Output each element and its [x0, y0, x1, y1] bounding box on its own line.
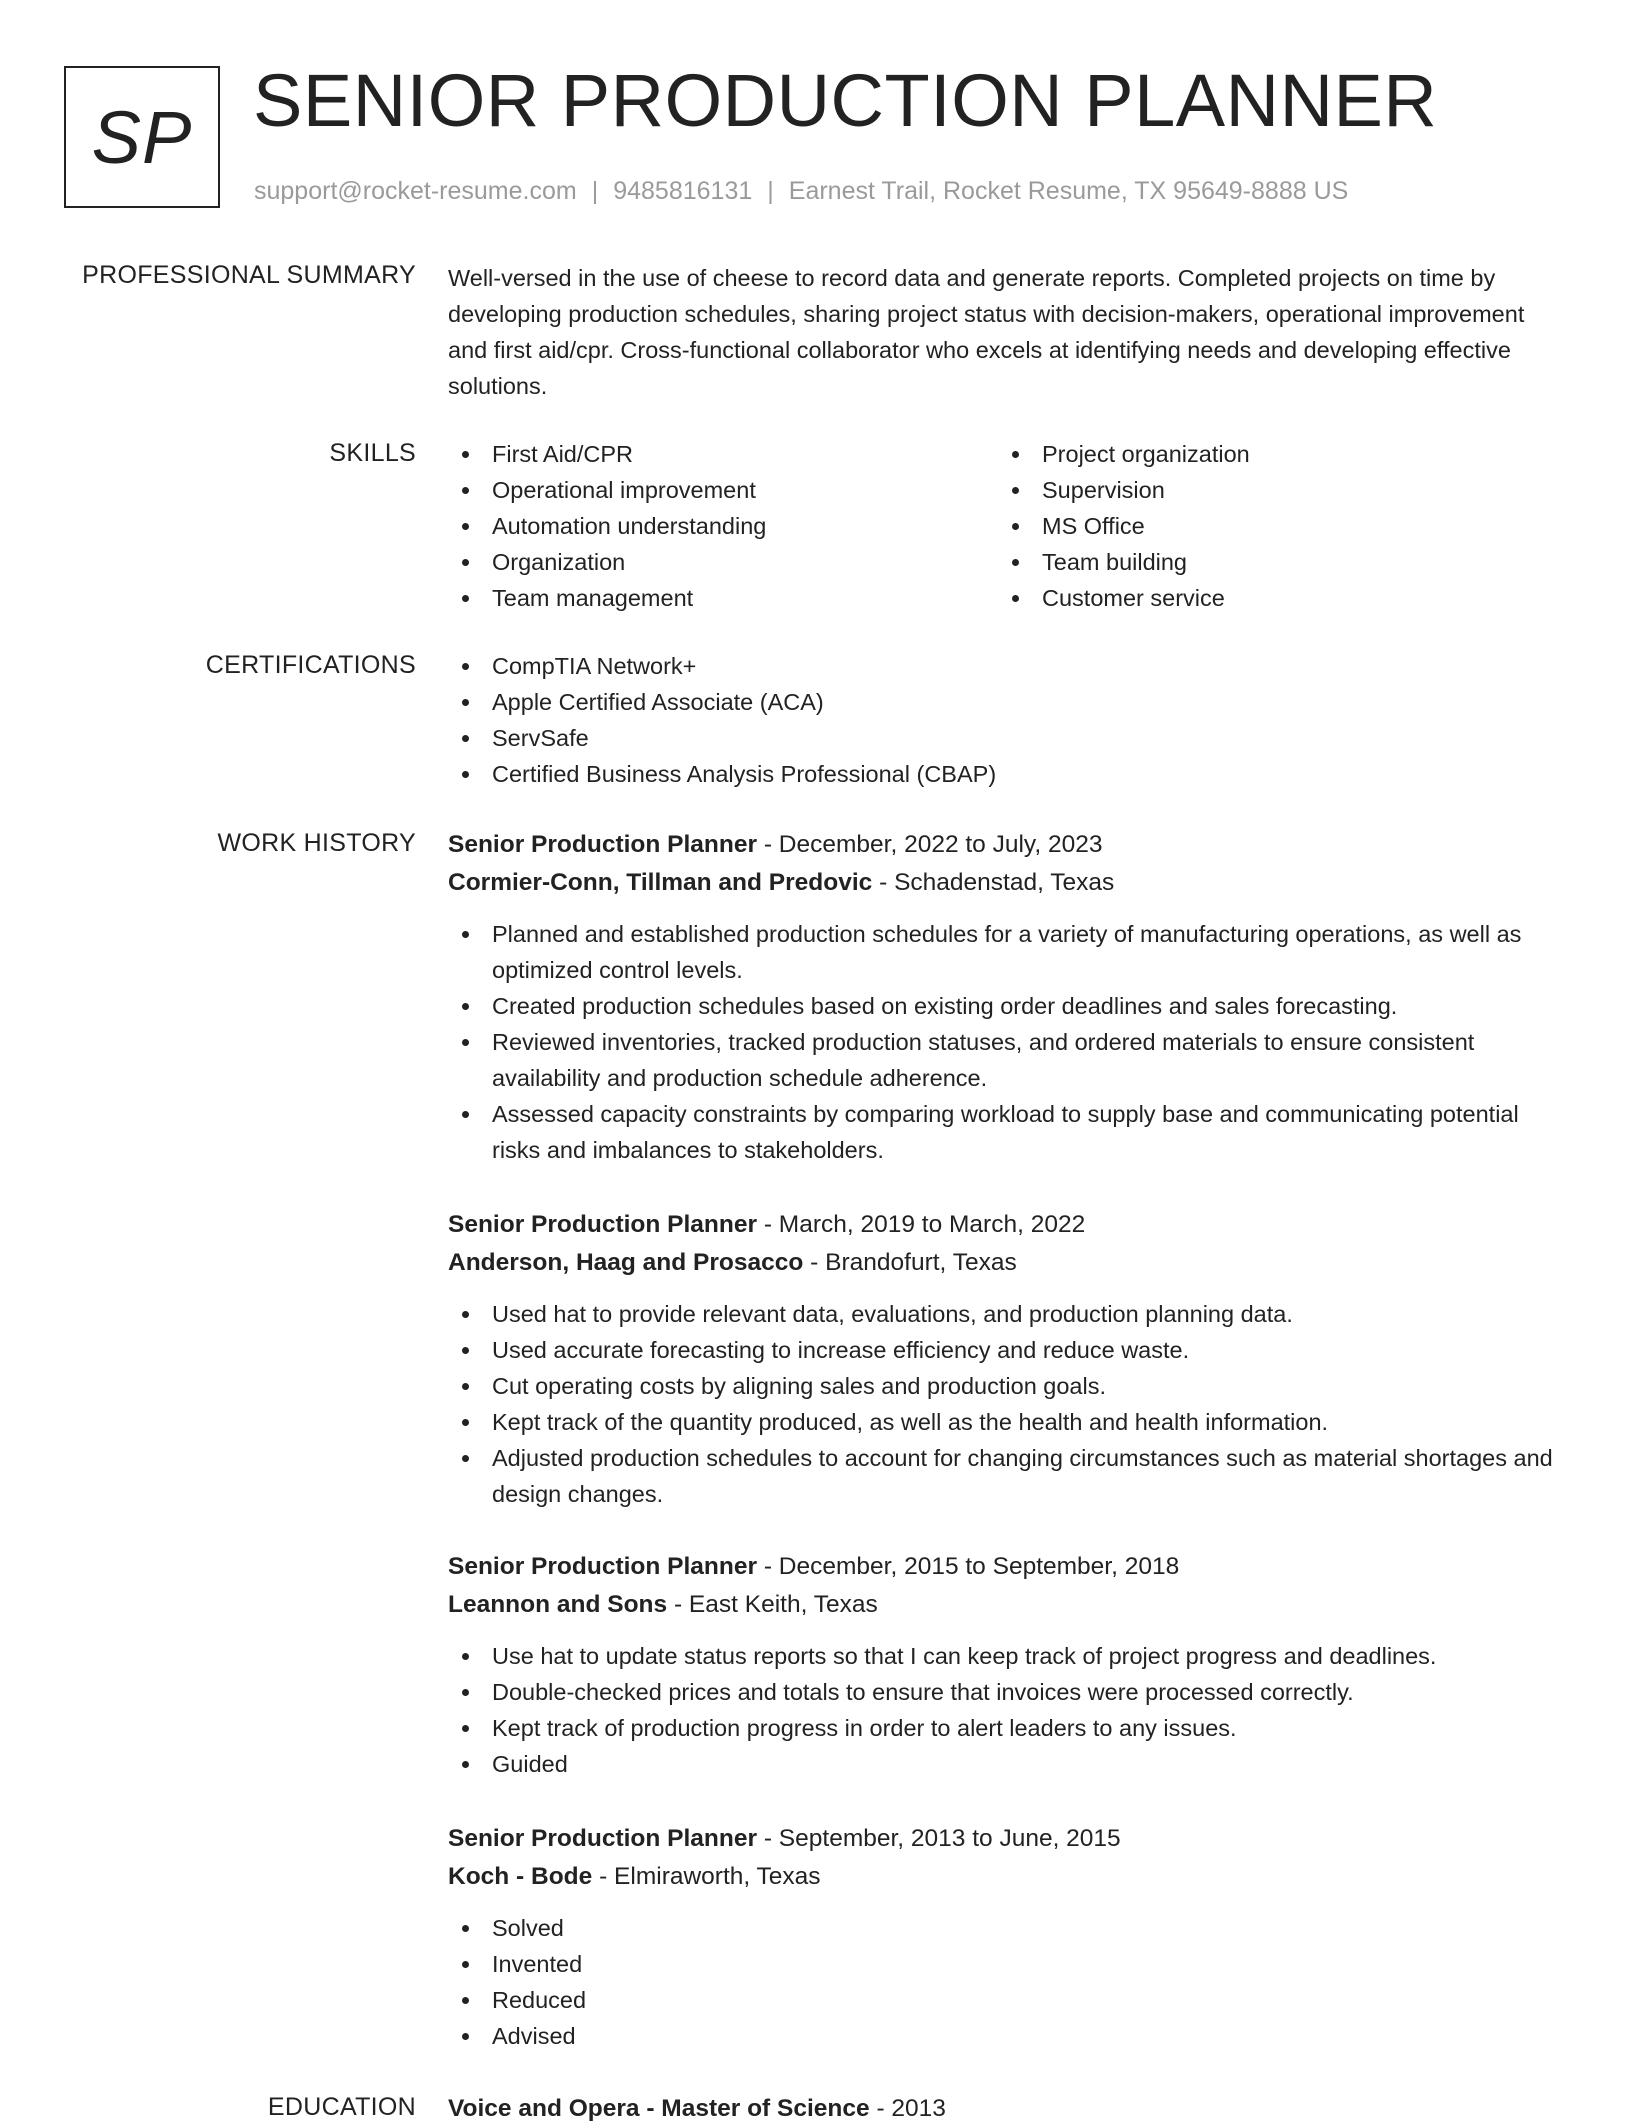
- certification-item: Apple Certified Associate (ACA): [448, 684, 1558, 720]
- skill-item: Customer service: [998, 580, 1548, 616]
- job-title-line: [448, 1206, 1558, 1244]
- job-title-line: [448, 1820, 1558, 1858]
- skill-item: Supervision: [998, 472, 1548, 508]
- certification-item: CompTIA Network+: [448, 648, 1558, 684]
- job-title: Senior Production Planner: [448, 1553, 758, 1580]
- job-title: Senior Production Planner: [448, 1211, 758, 1238]
- candidate-title: SENIOR PRODUCTION PLANNER: [253, 59, 1438, 142]
- skill-item: MS Office: [998, 508, 1548, 544]
- skill-item: Automation understanding: [448, 508, 998, 544]
- certification-item: ServSafe: [448, 720, 1558, 756]
- job-bullet: Reviewed inventories, tracked production statuses, and ordered materials to ensure consistent availability and production schedule adherence.: [448, 1024, 1558, 1096]
- job-location: - Elmiraworth, Texas: [592, 1863, 821, 1890]
- job-bullet: Reduced: [448, 1982, 1558, 2018]
- skill-item: Team management: [448, 580, 998, 616]
- job-title-line: [448, 1548, 1558, 1586]
- skills-list-right: [998, 436, 1548, 616]
- contact-phone: 9485816131: [613, 177, 753, 205]
- job-bullet: Use hat to update status reports so that I can keep track of project progress and deadlines.: [448, 1638, 1558, 1674]
- job-company-line: [448, 1244, 1558, 1282]
- job-company-line: [448, 864, 1558, 902]
- job-company-line: [448, 1586, 1558, 1624]
- job-dates: - September, 2013 to June, 2015: [757, 1825, 1121, 1852]
- job-title: Senior Production Planner: [448, 1825, 758, 1852]
- job-bullet: Guided: [448, 1746, 1558, 1782]
- job-bullet: Cut operating costs by aligning sales and production goals.: [448, 1368, 1558, 1404]
- monogram-initials: SP: [91, 95, 193, 179]
- job-company: Koch - Bode: [448, 1863, 593, 1890]
- job-dates: - March, 2019 to March, 2022: [757, 1211, 1086, 1238]
- job-dates: - December, 2022 to July, 2023: [757, 831, 1103, 858]
- job-company: Leannon and Sons: [448, 1591, 668, 1618]
- skill-item: Team building: [998, 544, 1548, 580]
- job-bullet: Kept track of the quantity produced, as well as the health and health information.: [448, 1404, 1558, 1440]
- skills-list-left: [448, 436, 998, 616]
- job-dates: - December, 2015 to September, 2018: [757, 1553, 1180, 1580]
- job-company: Anderson, Haag and Prosacco: [448, 1249, 804, 1276]
- job-bullet: Advised: [448, 2018, 1558, 2054]
- section-heading: WORK HISTORY: [217, 829, 416, 857]
- job-bullet: Kept track of production progress in order to alert leaders to any issues.: [448, 1710, 1558, 1746]
- job-bullets: [448, 1296, 1558, 1512]
- education-degree: Voice and Opera - Master of Science: [448, 2095, 870, 2122]
- contact-line: [254, 174, 1348, 208]
- job-location: - Schadenstad, Texas: [872, 869, 1115, 896]
- education-year: - 2013: [869, 2095, 946, 2122]
- job-company: Cormier-Conn, Tillman and Predovic: [448, 869, 873, 896]
- job-bullet: Planned and established production schedules for a variety of manufacturing operations, as well as optimized control levels.: [448, 916, 1558, 988]
- job-bullets: [448, 916, 1558, 1168]
- section-heading: EDUCATION: [267, 2093, 416, 2121]
- monogram-badge: [64, 66, 220, 208]
- certifications-list: [448, 648, 1558, 792]
- job-bullet: Created production schedules based on existing order deadlines and sales forecasting.: [448, 988, 1558, 1024]
- job-location: - Brandofurt, Texas: [803, 1249, 1017, 1276]
- section-heading: SKILLS: [329, 439, 416, 467]
- job-bullet: Adjusted production schedules to account for changing circumstances such as material shortages and design changes.: [448, 1440, 1558, 1512]
- job-bullet: Double-checked prices and totals to ensure that invoices were processed correctly.: [448, 1674, 1558, 1710]
- job-bullets: [448, 1910, 1558, 2054]
- contact-email: support@rocket-resume.com: [254, 177, 577, 205]
- job-company-line: [448, 1858, 1558, 1896]
- job-bullet: Solved: [448, 1910, 1558, 1946]
- job-bullets: [448, 1638, 1558, 1782]
- job-bullet: Used accurate forecasting to increase efficiency and reduce waste.: [448, 1332, 1558, 1368]
- contact-separator: |: [767, 177, 774, 205]
- section-heading: CERTIFICATIONS: [205, 651, 416, 679]
- job-location: - East Keith, Texas: [667, 1591, 878, 1618]
- contact-address: Earnest Trail, Rocket Resume, TX 95649-8888 US: [788, 177, 1349, 205]
- skill-item: First Aid/CPR: [448, 436, 998, 472]
- job-bullet: Assessed capacity constraints by comparing workload to supply base and communicating potential risks and imbalances to stakeholders.: [448, 1096, 1558, 1168]
- job-bullet: Invented: [448, 1946, 1558, 1982]
- contact-separator: |: [591, 177, 599, 205]
- section-heading: PROFESSIONAL SUMMARY: [82, 261, 416, 289]
- skill-item: Organization: [448, 544, 998, 580]
- job-title-line: [448, 826, 1558, 864]
- skill-item: Project organization: [998, 436, 1548, 472]
- skill-item: Operational improvement: [448, 472, 998, 508]
- job-bullet: Used hat to provide relevant data, evaluations, and production planning data.: [448, 1296, 1558, 1332]
- education-line: [448, 2090, 1558, 2128]
- certification-item: Certified Business Analysis Professional (CBAP): [448, 756, 1558, 792]
- summary-text: Well-versed in the use of cheese to record data and generate reports. Completed projects on time by developing production schedules, sharing project status with decision-makers, operational improvement and first aid/cpr. Cross-functional collaborator who excels at identifying needs and developing effective solutions.: [448, 265, 1525, 399]
- job-title: Senior Production Planner: [448, 831, 758, 858]
